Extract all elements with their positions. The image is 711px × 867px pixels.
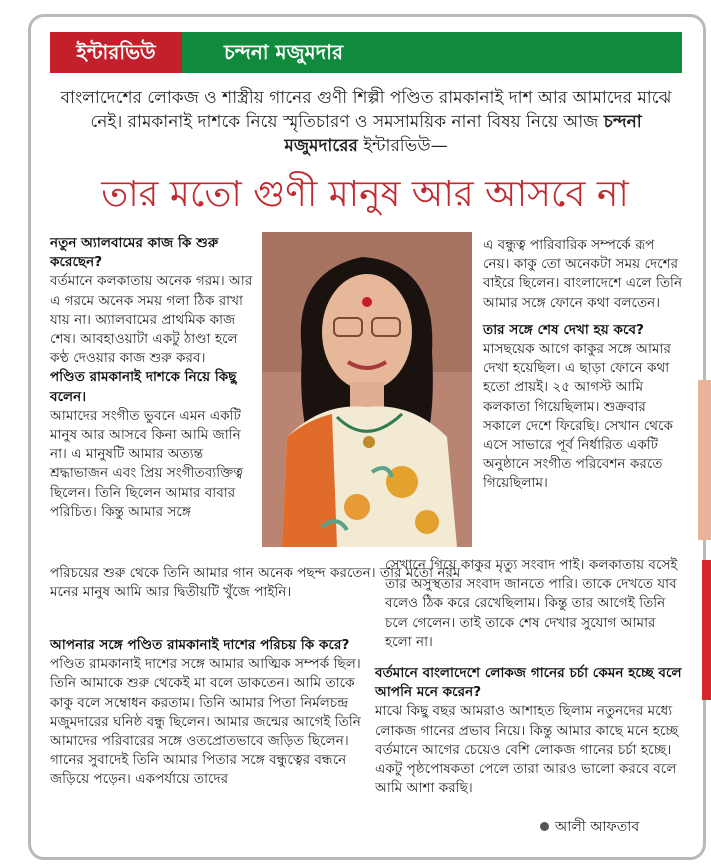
right-column-bottom (375, 664, 685, 798)
question-1: নতুন অ্যালবামের কাজ কি শুরু করেছেন? (50, 235, 219, 271)
section-label: ইন্টারভিউ (50, 32, 182, 73)
question-5: বর্তমানে বাংলাদেশে লোকজ গানের চর্চা কেমন হচ্ছে বলে আপনি মনে করেন? (375, 665, 682, 701)
intro-bold-name: চন্দনা মজুমদারের (284, 112, 642, 156)
answer-5: মাঝে কিছু বছর আমরাও আশাহত ছিলাম নতুনদের মধ্যে লোকজ গানের প্রভাব নিয়ে। কিন্তু আমার কাছে মনে হচ্ছে বর্তমানে আগের চেয়েও বেশি লোকজ গানের চর্চা হচ্ছে। একটু পৃষ্ঠপোষকতা পেলে তারা আরও ভালো করবে বলে আমি আশা করছি। (375, 703, 679, 797)
author-credit (540, 815, 639, 839)
right-column-continuation (385, 556, 685, 652)
answer-4-continued: সেখানে গিয়ে কাকুর মৃত্যু সংবাদ পাই। কলকাতায় বসেই তার অসুস্থতার সংবাদ জানতে পারি। তাকে দেখতে যাব বলেও ঠিক করে রেখেছিলাম। কিন্তু তার আগেই তিনি চলে গেলেন। তাই তাকে শেষ দেখার সুযোগ আমার হলো না। (385, 557, 678, 650)
bullet-icon (540, 822, 549, 831)
intro-text: বাংলাদেশের লোকজ ও শাস্ত্রীয় গানের গুণী শিল্পী পণ্ডিত রামকানাই দাশ আর আমাদের মাঝে নেই। রামকানাই দাশকে নিয়ে স্মৃতিচারণ ও সমসাময়িক নানা বিষয় নিয়ে আজ (60, 88, 672, 132)
section-header (50, 32, 682, 73)
headline: তার মতো গুণী মানুষ আর আসবে না (101, 174, 629, 215)
intro-text-end: ইন্টারভিউ— (363, 136, 448, 156)
answer-3-continued: এ বন্ধুত্ব পারিবারিক সম্পর্কে রূপ নেয়। কাকু তো অনেকটা সময় দেশের বাইরে ছিলেন। বাংলাদেশে এলে তিনি আমার সঙ্গে ফোনে কথা বলতেন। (483, 237, 683, 311)
left-column-bottom (50, 636, 370, 790)
author-name: আলী আফতাব (555, 819, 640, 835)
portrait-photo (262, 232, 472, 547)
adjacent-photo-edge (698, 380, 711, 540)
left-column-top (50, 234, 255, 522)
portrait-illustration (262, 232, 472, 547)
answer-2-continued: পরিচয়ের শুরু থেকে তিনি আমার গান অনেক পছন্দ করতেন। তার মতো নরম মনের মানুষ আমি আর দ্বিতীয়টি খুঁজে পাইনি। (50, 565, 461, 601)
answer-4: মাসছয়েক আগে কাকুর সঙ্গে আমার দেখা হয়েছিল। এ ছাড়া ফোনে কথা হতো প্রায়ই। ২৫ আগস্ট আমি কলকাতা গিয়েছিলাম। শুক্রবার সকালে দেশে ফিরেছি। সেখান থেকে এসে সাভারে পূর্ব নির্ধারিত একটি অনুষ্ঠানে সংগীত পরিবেশন করতে গিয়েছিলাম। (483, 341, 673, 492)
intro-paragraph (52, 86, 680, 158)
interviewee-name-label: চন্দনা মজুমদার (182, 32, 682, 73)
right-column-top (483, 236, 683, 494)
question-2: পণ্ডিত রামকানাই দাশকে নিয়ে কিছু বলেন। (50, 369, 237, 405)
question-4: তার সঙ্গে শেষ দেখা হয় কবে? (483, 321, 644, 338)
adjacent-photo-edge-red (702, 560, 711, 700)
answer-2: আমাদের সংগীত ভুবনে এমন একটি মানুষ আর আসবে কিনা আমি জানি না। এ মানুষটি আমার অত্যন্ত শ্রদ্ধাভাজন এবং প্রিয় সংগীতব্যক্তিত্ব ছিলেন। তিনি ছিলেন আমার বাবার পরিচিত। কিন্তু আমার সঙ্গে (50, 407, 244, 520)
answer-1: বর্তমানে কলকাতায় অনেক গরম। আর এ গরমে অনেক সময় গলা ঠিক রাখা যায় না। অ্যালবামের প্রাথমিক কাজ শেষ। আবহাওয়াটা একটু ঠাণ্ডা হলে কণ্ঠ দেওয়ার কাজ শুরু করব। (50, 273, 253, 367)
answer-3: পণ্ডিত রামকানাই দাশের সঙ্গে আমার আত্মিক সম্পর্ক ছিল। তিনি আমাকে শুরু থেকেই মা বলে ডাকতেন। আমি তাকে কাকু বলে সম্বোধন করতাম। তিনি আমার পিতা নির্মলচন্দ্র মজুমদারের ঘনিষ্ঠ বন্ধু ছিলেন। আমার জন্মের আগেই তিনি আমাদের পরিবারের সঙ্গে ওতপ্রোতভাবে জড়িত ছিলেন। গানের সুবাদেই তিনি আমার পিতার সঙ্গে বন্ধুত্বের বন্ধনে জড়িয়ে পড়েন। একপর্যায়ে তাদের (50, 656, 361, 788)
question-3: আপনার সঙ্গে পণ্ডিত রামকানাই দাশের পরিচয় কি করে? (50, 637, 350, 653)
